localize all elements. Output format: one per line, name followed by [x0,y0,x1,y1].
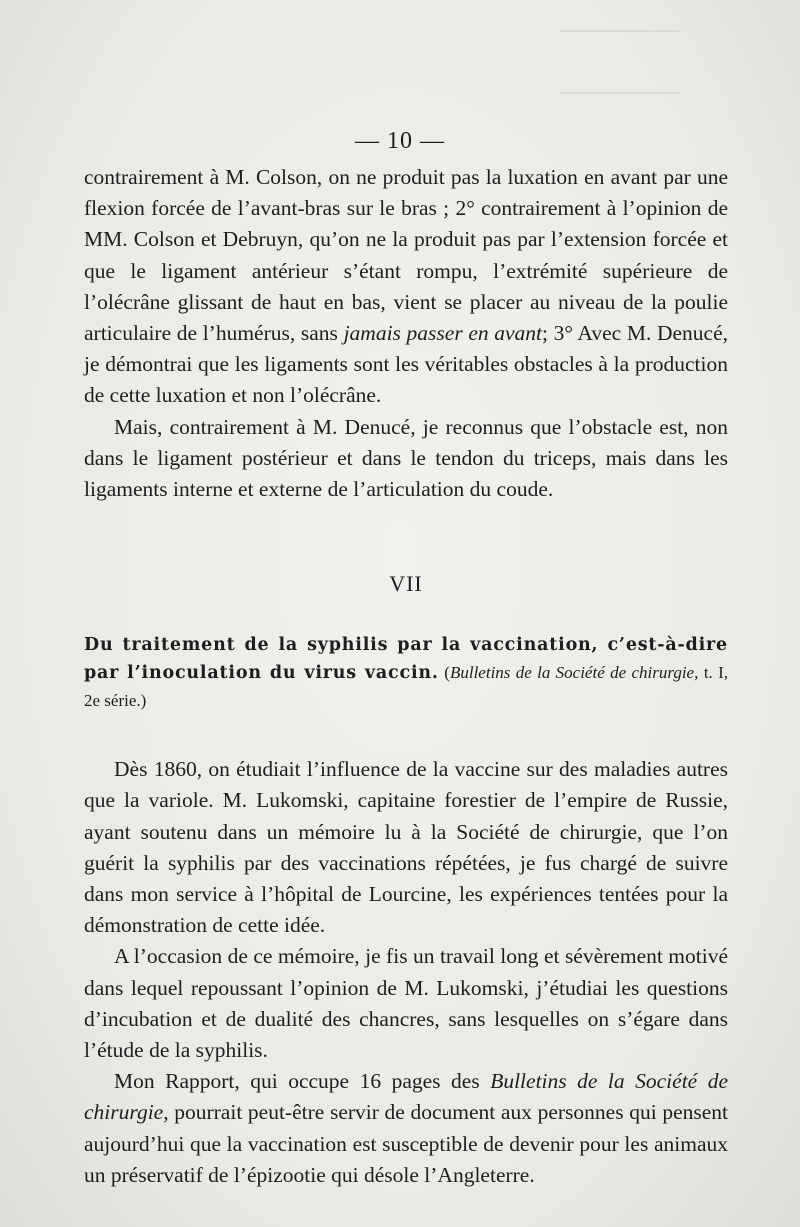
page-body [84,162,728,1191]
paragraph-memoire: A l’occasion de ce mémoire, je fis un travail long et sévèrement motivé dans lequel repoussant l’opinion de M. Lukomski, j’étudiai les questions d’incubation et de dualité des chancres, sans lesquelles on s’égare dans l’étude de la syphilis. [84,944,728,1063]
paragraph-rapport-text-a: Mon Rapport, qui occupe 16 pages des [114,1069,480,1094]
bleed-through-mark [560,30,680,94]
section-numeral: VII [389,571,423,597]
section-heading-source: Bulletins de la Société de chirurgie, [449,663,699,683]
paragraph-luxation-italic: jamais passer en avant [343,321,543,346]
paragraph-lukomski: Dès 1860, on étudiait l’influence de la vaccine sur des maladies autres que la variole. M. Lukomski, capitaine forestier de l’empire de Russie, ayant soutenu dans un mémoire lu à la Société de chirurgie, que l’on guérit la syphilis par des vaccinations répétées, je fus chargé de suivre dans mon service à l’hôpital de Lourcine, les expériences tentées pour la démonstration de cette idée. [84,757,728,938]
paragraph-rapport-text-c: , pourrait peut-être servir de document aux personnes qui pensent aujourd’hui que la vaccination est susceptible de devenir pour les animaux un préservatif de l’épizootie qui désole l’Angleterre. [84,1100,728,1187]
section-heading-open: ( [444,663,450,683]
section-heading-volume: t. I, 2e série.) [84,663,729,711]
paragraph-luxation [84,162,728,412]
paragraph-rapport-italic: Bulletins de la Société de chirurgie [84,1069,729,1125]
section-heading [84,631,728,714]
paragraph-rapport [84,1066,728,1191]
paragraph-obstacle: Mais, contrairement à M. Denucé, je reconnus que l’obstacle est, non dans le ligament postérieur et dans le tendon du triceps, mais dans les ligaments interne et externe de l’articulation du coude. [84,414,728,502]
page-number: — 10 — [355,128,445,154]
paragraph-luxation-text-c: ; 3° Avec M. Denucé, je démontrai que les ligaments sont les véritables obstacles à la production de cette luxation et non l’olécrâne. [84,321,728,408]
paragraph-luxation-text-a: contrairement à M. Colson, on ne produit pas la luxation en avant par une flexion forcée de l’avant-bras sur le bras ; 2° contrairement à l’opinion de MM. Colson et Debruyn, qu’on ne la produit pas par l’extension forcée et que le ligament antérieur s’étant rompu, l’extrémité supérieure de l’olécrâne glissant de haut en bas, vient se placer au niveau de la poulie articulaire de l’humérus, sans [84,165,728,346]
section-heading-title: Du traitement de la syphilis par la vaccination, c’est-à-dire par l’inoculation du virus vaccin. [84,635,728,684]
